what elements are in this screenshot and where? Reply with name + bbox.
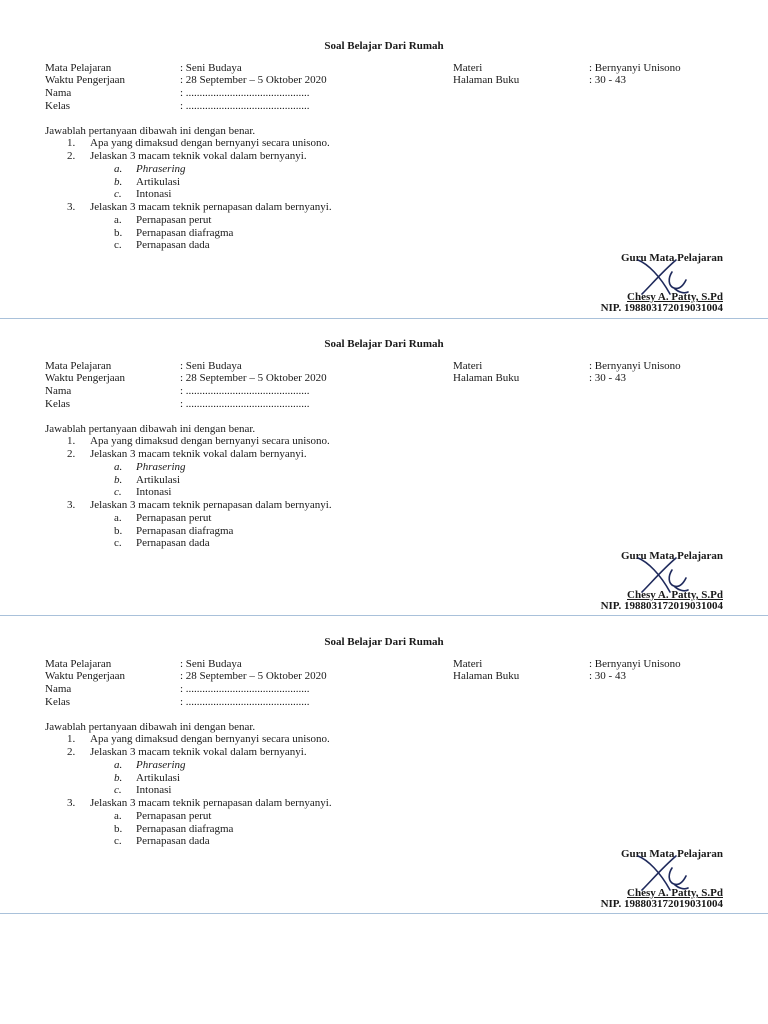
question-text: Apa yang dimaksud dengan bernyanyi secara unisono.: [90, 137, 330, 149]
info-row-kelas: [0, 100, 768, 113]
label-kelas: Kelas: [45, 100, 71, 112]
label-waktu-pengerjaan: Waktu Pengerjaan: [45, 372, 126, 384]
info-row-kelas: [0, 398, 768, 411]
teacher-nip: NIP. 198803172019031004: [600, 898, 723, 910]
option-text: Pernapasan perut: [136, 214, 212, 226]
option-letter: b.: [114, 823, 123, 835]
option-letter: a.: [114, 461, 123, 473]
sheet-divider: [0, 913, 768, 914]
q3-option-a: [0, 512, 768, 525]
option-letter: a.: [114, 810, 122, 822]
label-kelas: Kelas: [45, 398, 71, 410]
question-number: 1.: [67, 733, 76, 745]
option-letter: a.: [114, 163, 123, 175]
q2-option-a: [0, 759, 768, 772]
q3-option-c: [0, 537, 768, 550]
question-1: [0, 733, 768, 746]
question-3: [0, 201, 768, 214]
value-kelas-blank: : .............................................: [180, 398, 310, 410]
q3-option-c: [0, 239, 768, 252]
question-number: 1.: [67, 137, 76, 149]
question-2: [0, 448, 768, 461]
worksheet-title: Soal Belajar Dari Rumah: [324, 40, 444, 52]
option-text: Pernapasan dada: [136, 537, 210, 549]
worksheet-3: [0, 596, 768, 910]
worksheet-2: [0, 298, 768, 612]
q3-option-a: [0, 214, 768, 227]
value-materi: : Bernyanyi Unisono: [589, 658, 681, 670]
value-nama-blank: : .............................................: [180, 683, 310, 695]
value-nama-blank: : .............................................: [180, 87, 310, 99]
teacher-nip: NIP. 198803172019031004: [600, 302, 723, 314]
value-mata-pelajaran: : Seni Budaya: [180, 658, 242, 670]
option-letter: a.: [114, 759, 123, 771]
option-letter: b.: [114, 474, 123, 486]
option-text: Pernapasan diafragma: [136, 525, 234, 537]
option-letter: a.: [114, 512, 122, 524]
question-1: [0, 435, 768, 448]
question-number: 3.: [67, 201, 76, 213]
option-letter: c.: [114, 188, 122, 200]
info-row-nama: [0, 87, 768, 100]
option-letter: c.: [114, 486, 122, 498]
info-row-waktu: [0, 372, 768, 385]
option-text: Artikulasi: [136, 176, 180, 188]
option-letter: a.: [114, 214, 122, 226]
value-kelas-blank: : .............................................: [180, 696, 310, 708]
info-row-nama: [0, 385, 768, 398]
option-text: Artikulasi: [136, 772, 180, 784]
option-text: Intonasi: [136, 784, 172, 796]
q3-option-c: [0, 835, 768, 848]
label-waktu-pengerjaan: Waktu Pengerjaan: [45, 670, 126, 682]
option-letter: c.: [114, 239, 122, 251]
value-halaman-buku: : 30 - 43: [589, 74, 626, 86]
question-text: Jelaskan 3 macam teknik pernapasan dalam bernyanyi.: [90, 797, 332, 809]
q2-option-c: [0, 486, 768, 499]
question-2: [0, 150, 768, 163]
value-kelas-blank: : .............................................: [180, 100, 310, 112]
question-number: 1.: [67, 435, 76, 447]
option-text: Intonasi: [136, 188, 172, 200]
info-row-kelas: [0, 696, 768, 709]
label-materi: Materi: [453, 658, 483, 670]
value-nama-blank: : .............................................: [180, 385, 310, 397]
label-halaman-buku: Halaman Buku: [453, 670, 520, 682]
option-text: Phrasering: [136, 759, 186, 771]
question-3: [0, 499, 768, 512]
option-text: Intonasi: [136, 486, 172, 498]
label-materi: Materi: [453, 62, 483, 74]
teacher-name: Chesy A. Patty, S.Pd: [627, 589, 723, 601]
value-waktu-pengerjaan: : 28 September – 5 Oktober 2020: [180, 670, 327, 682]
instruction-text: Jawablah pertanyaan dibawah ini dengan benar.: [45, 721, 256, 733]
teacher-name: Chesy A. Patty, S.Pd: [627, 887, 723, 899]
q2-option-c: [0, 784, 768, 797]
label-halaman-buku: Halaman Buku: [453, 74, 520, 86]
question-text: Jelaskan 3 macam teknik pernapasan dalam bernyanyi.: [90, 201, 332, 213]
signature-title: Guru Mata Pelajaran: [620, 848, 723, 860]
value-materi: : Bernyanyi Unisono: [589, 360, 681, 372]
label-nama: Nama: [45, 385, 72, 397]
value-mata-pelajaran: : Seni Budaya: [180, 360, 242, 372]
signature-title: Guru Mata Pelajaran: [620, 550, 723, 562]
question-number: 2.: [67, 150, 76, 162]
option-text: Pernapasan diafragma: [136, 823, 234, 835]
option-text: Pernapasan perut: [136, 512, 212, 524]
label-mata-pelajaran: Mata Pelajaran: [45, 360, 112, 372]
option-text: Phrasering: [136, 461, 186, 473]
question-number: 2.: [67, 746, 76, 758]
question-text: Jelaskan 3 macam teknik pernapasan dalam bernyanyi.: [90, 499, 332, 511]
value-waktu-pengerjaan: : 28 September – 5 Oktober 2020: [180, 74, 327, 86]
option-letter: b.: [114, 772, 123, 784]
teacher-nip: NIP. 198803172019031004: [600, 600, 723, 612]
value-mata-pelajaran: : Seni Budaya: [180, 62, 242, 74]
value-materi: : Bernyanyi Unisono: [589, 62, 681, 74]
option-text: Pernapasan dada: [136, 239, 210, 251]
q2-option-c: [0, 188, 768, 201]
question-2: [0, 746, 768, 759]
value-halaman-buku: : 30 - 43: [589, 670, 626, 682]
question-1: [0, 137, 768, 150]
option-text: Artikulasi: [136, 474, 180, 486]
instruction-text: Jawablah pertanyaan dibawah ini dengan benar.: [45, 423, 256, 435]
q2-option-a: [0, 163, 768, 176]
label-nama: Nama: [45, 87, 72, 99]
option-letter: c.: [114, 835, 122, 847]
option-letter: c.: [114, 784, 122, 796]
worksheet-title: Soal Belajar Dari Rumah: [324, 636, 444, 648]
option-letter: b.: [114, 525, 123, 537]
q2-option-a: [0, 461, 768, 474]
instruction-text: Jawablah pertanyaan dibawah ini dengan benar.: [45, 125, 256, 137]
option-text: Pernapasan perut: [136, 810, 212, 822]
info-row-waktu: [0, 74, 768, 87]
label-halaman-buku: Halaman Buku: [453, 372, 520, 384]
label-kelas: Kelas: [45, 696, 71, 708]
question-text: Apa yang dimaksud dengan bernyanyi secara unisono.: [90, 435, 330, 447]
question-number: 3.: [67, 499, 76, 511]
signature-title: Guru Mata Pelajaran: [620, 252, 723, 264]
option-letter: b.: [114, 227, 123, 239]
label-mata-pelajaran: Mata Pelajaran: [45, 658, 112, 670]
label-materi: Materi: [453, 360, 483, 372]
option-text: Pernapasan diafragma: [136, 227, 234, 239]
option-text: Phrasering: [136, 163, 186, 175]
question-text: Jelaskan 3 macam teknik vokal dalam bernyanyi.: [90, 448, 307, 460]
worksheet-title: Soal Belajar Dari Rumah: [324, 338, 444, 350]
question-3: [0, 797, 768, 810]
q3-option-a: [0, 810, 768, 823]
option-letter: b.: [114, 176, 123, 188]
question-text: Apa yang dimaksud dengan bernyanyi secara unisono.: [90, 733, 330, 745]
value-halaman-buku: : 30 - 43: [589, 372, 626, 384]
label-mata-pelajaran: Mata Pelajaran: [45, 62, 112, 74]
worksheet-1: [0, 0, 768, 314]
question-number: 2.: [67, 448, 76, 460]
teacher-name: Chesy A. Patty, S.Pd: [627, 291, 723, 303]
info-row-waktu: [0, 670, 768, 683]
value-waktu-pengerjaan: : 28 September – 5 Oktober 2020: [180, 372, 327, 384]
question-number: 3.: [67, 797, 76, 809]
option-letter: c.: [114, 537, 122, 549]
question-text: Jelaskan 3 macam teknik vokal dalam bernyanyi.: [90, 746, 307, 758]
question-text: Jelaskan 3 macam teknik vokal dalam bernyanyi.: [90, 150, 307, 162]
option-text: Pernapasan dada: [136, 835, 210, 847]
label-waktu-pengerjaan: Waktu Pengerjaan: [45, 74, 126, 86]
info-row-nama: [0, 683, 768, 696]
label-nama: Nama: [45, 683, 72, 695]
